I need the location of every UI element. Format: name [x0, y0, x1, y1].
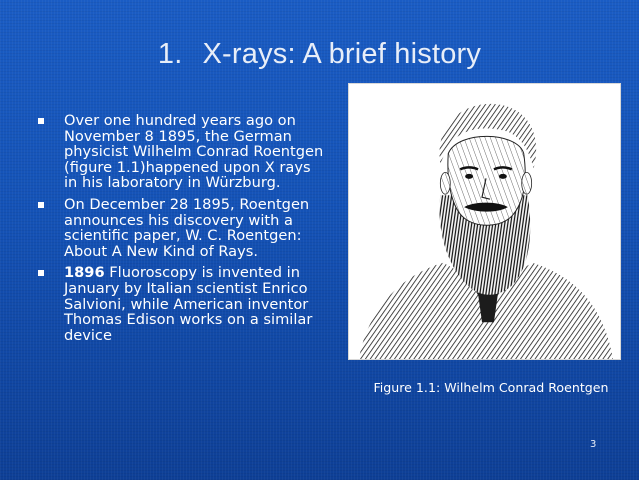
square-bullet-icon	[38, 270, 44, 276]
bullet-item	[36, 113, 326, 191]
bullet-item	[36, 197, 326, 259]
slide-title	[0, 38, 639, 71]
bullet-text: Fluoroscopy is invented in January by Italian scientist Enrico Salvioni, while American inventor Thomas Edison works on a similar device	[64, 264, 313, 344]
square-bullet-icon	[38, 202, 44, 208]
bullet-bold-text: 1896	[64, 264, 105, 282]
bullet-text: Over one hundred years ago on November 8 1895, the German physicist Wilhelm Conrad Roentgen (figure 1.1)happened upon X rays in his laboratory in Würzburg.	[64, 112, 324, 192]
bullet-item	[36, 265, 326, 343]
page-number: 3	[590, 439, 597, 450]
bullet-list	[36, 113, 326, 349]
square-bullet-icon	[38, 118, 44, 124]
title-number: 1.	[157, 38, 183, 70]
roentgen-portrait	[348, 83, 621, 360]
bullet-text: On December 28 1895, Roentgen announces his discovery with a scientific paper, W. C. Roentgen: About A New Kind of Rays.	[64, 195, 310, 260]
figure-caption: Figure 1.1: Wilhelm Conrad Roentgen	[373, 380, 609, 395]
title-text: X-rays: A brief history	[202, 38, 482, 70]
